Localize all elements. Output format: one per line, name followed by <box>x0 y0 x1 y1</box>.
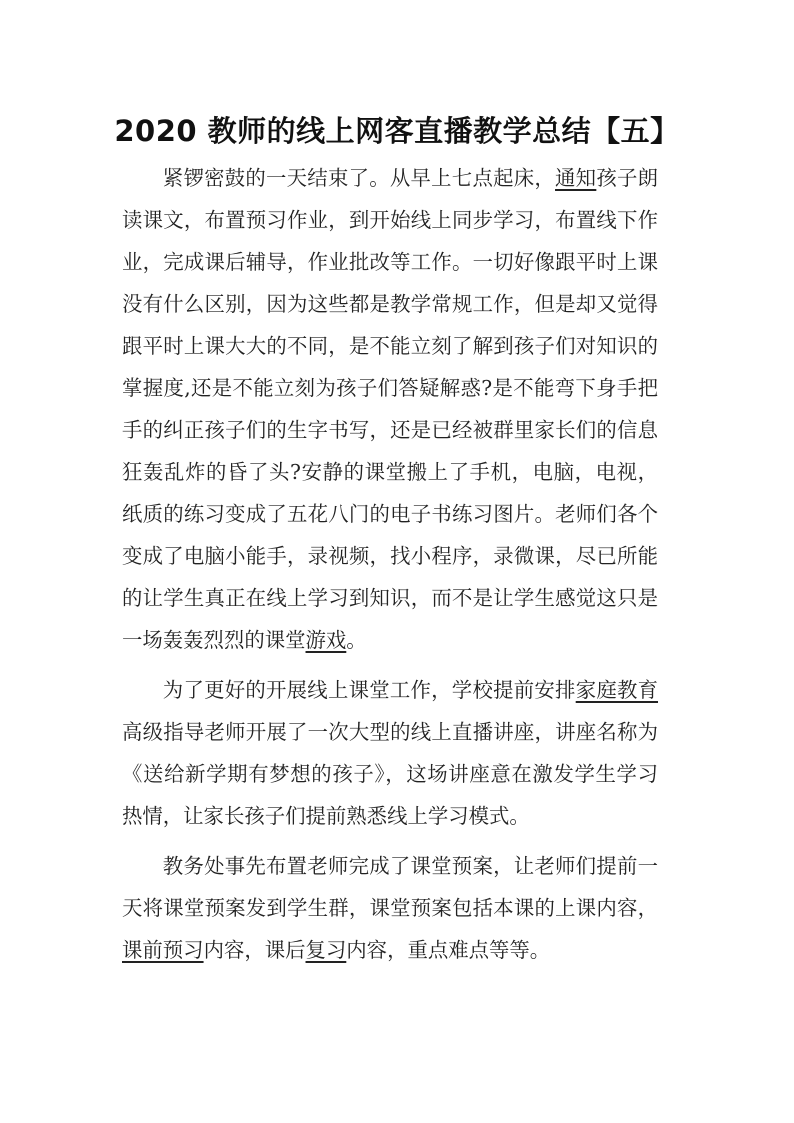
link-youxi[interactable]: 游戏 <box>305 628 347 652</box>
paragraph-2-run-2: 高级指导老师开展了一次大型的线上直播讲座，讲座名称为《送给新学期有梦想的孩子》，这场讲座意在激发学生学习热情，让家长孩子们提前熟悉线上学习模式。 <box>122 720 658 828</box>
paragraph-3-run-1: 教务处事先布置老师完成了课堂预案，让老师们提前一天将课堂预案发到学生群，课堂预案包括本课的上课内容， <box>122 854 658 920</box>
paragraph-1-run-3: 。 <box>346 628 367 652</box>
document-title: 2020 教师的线上网客直播教学总结【五】 <box>114 114 680 148</box>
paragraph-2-run-1: 为了更好的开展线上课堂工作，学校提前安排 <box>162 678 576 702</box>
paragraph-1 <box>122 157 658 661</box>
link-fuxi[interactable]: 复习 <box>305 938 347 962</box>
paragraph-1-run-2: 孩子朗读课文，布置预习作业，到开始线上同步学习，布置线下作业，完成课后辅导，作业批改等工作。一切好像跟平时上课没有什么区别，因为这些都是教学常规工作，但是却又觉得跟平时上课大大的不同，是不能立刻了解到孩子们对知识的掌握度,还是不能立刻为孩子们答疑解惑?是不能弯下身手把手的纠正孩子们的生字书写，还是已经被群里家长们的信息狂轰乱炸的昏了头?安静的课堂搬上了手机，电脑，电视，纸质的练习变成了五花八门的电子书练习图片。老师们各个变成了电脑小能手，录视频，找小程序，录微课，尽已所能的让学生真正在线上学习到知识，而不是让学生感觉这只是一场轰轰烈烈的课堂 <box>122 166 659 652</box>
link-tongzhi[interactable]: 通知 <box>555 166 597 190</box>
document-body <box>122 157 658 979</box>
paragraph-2 <box>122 669 658 837</box>
link-jiating-jiaoyu[interactable]: 家庭教育 <box>575 678 659 702</box>
paragraph-1-run-1: 紧锣密鼓的一天结束了。从早上七点起床， <box>162 166 556 190</box>
link-keqian-yuxi[interactable]: 课前预习 <box>122 938 204 962</box>
paragraph-3-run-2: 内容，课后 <box>203 938 306 962</box>
paragraph-3-run-3: 内容，重点难点等等。 <box>346 938 551 962</box>
paragraph-3 <box>122 845 658 971</box>
